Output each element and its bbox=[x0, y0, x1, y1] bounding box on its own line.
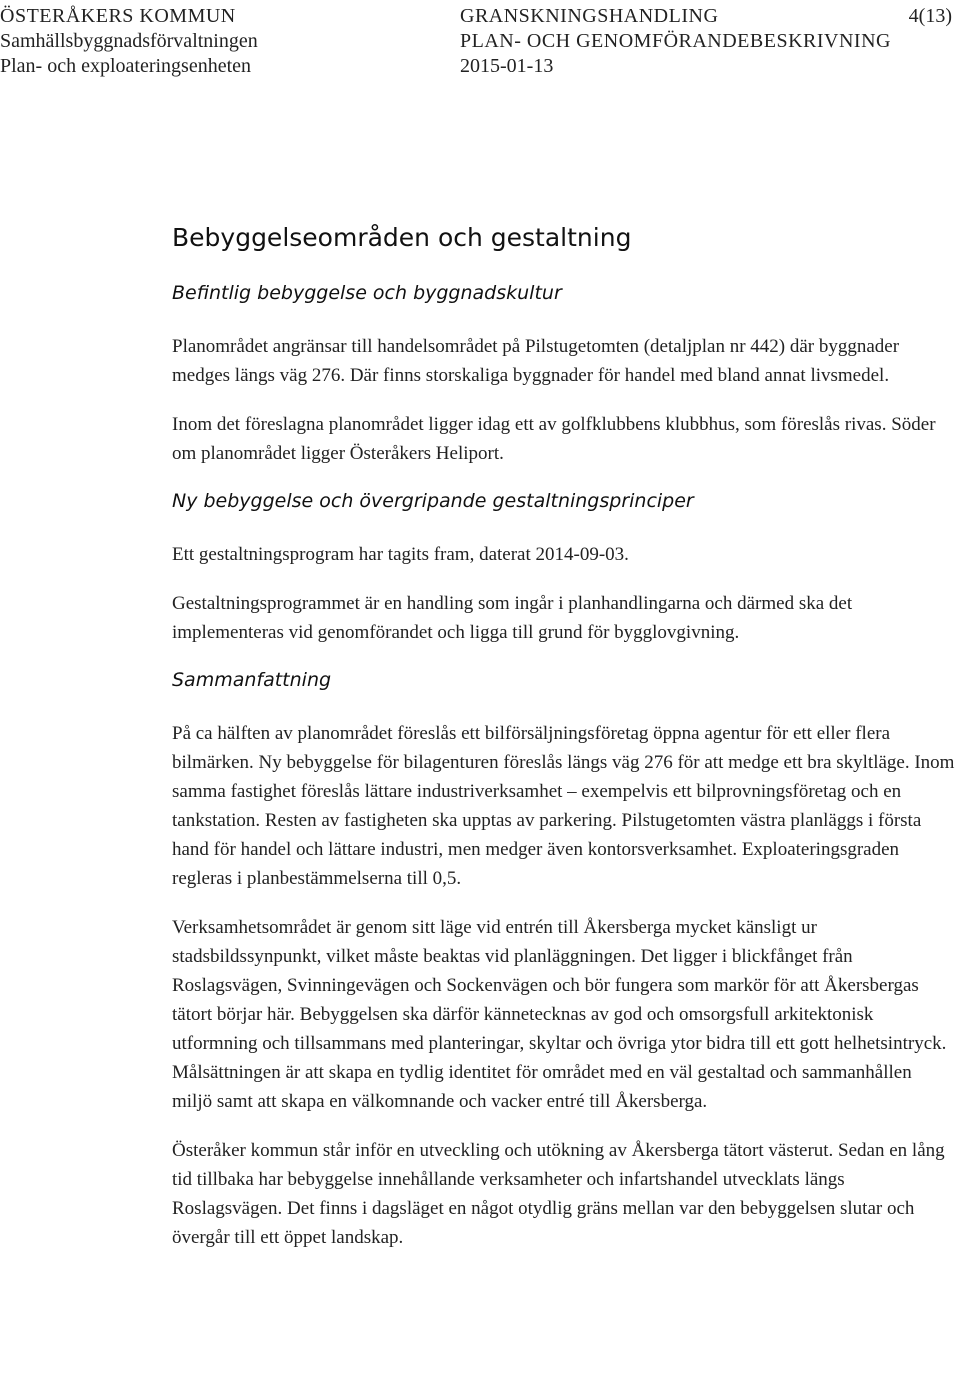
header-municipality: ÖSTERÅKERS KOMMUN bbox=[0, 5, 236, 27]
header-document-type: PLAN- OCH GENOMFÖRANDEBESKRIVNING bbox=[460, 30, 891, 52]
section-heading: Bebyggelseområden och gestaltning bbox=[172, 223, 632, 252]
header-unit: Plan- och exploateringsenheten bbox=[0, 55, 252, 77]
paragraph: Ett gestaltningsprogram har tagits fram, daterat 2014-09-03. bbox=[172, 544, 629, 565]
header-organization bbox=[0, 4, 258, 79]
paragraph: Gestaltningsprogrammet är en handling som ingår i planhandlingarna och därmed ska det implementeras vid genomförandet och ligga till grund för bygglovgivning. bbox=[172, 593, 853, 643]
document-body bbox=[172, 222, 956, 1272]
paragraph: Planområdet angränsar till handelsområdet på Pilstugetomten (detaljplan nr 442) där byggnader medges längs väg 276. Där finns storskaliga byggnader för handel med bland annat livsmedel. bbox=[172, 336, 900, 386]
header-department: Samhällsbyggnadsförvaltningen bbox=[0, 30, 258, 52]
header-document-info bbox=[460, 4, 891, 79]
document-header bbox=[0, 4, 960, 88]
paragraph: Österåker kommun står inför en utveckling och utökning av Åkersberga tätort västerut. Sedan en lång tid tillbaka har bebyggelse innehållande verksamheter och infartshandel utvecklats längs Roslagsvägen. Det finns i dagsläget en något otydlig gräns mellan var den bebyggelsen slutar och övergår till ett öppet landskap. bbox=[172, 1140, 945, 1248]
subheading-summary: Sammanfattning bbox=[172, 669, 332, 691]
paragraph: Inom det föreslagna planområdet ligger idag ett av golfklubbens klubbhus, som föreslås rivas. Söder om planområdet ligger Österåkers Heliport. bbox=[172, 414, 936, 464]
page-number: 4(13) bbox=[908, 5, 952, 27]
paragraph: På ca hälften av planområdet föreslås ett bilförsäljningsföretag öppna agentur för ett eller flera bilmärken. Ny bebyggelse för bilagenturen föreslås längs väg 276 för att medge ett bra skyltläge. Inom samma fastighet föreslås lättare industriverksamhet – exempelvis ett bilprovningsföretag och en tankstation. Resten av fastigheten ska upptas av parkering. Pilstugetomten västra planläggs i första hand för handel och lättare industri, men medger även kontorsverksamhet. Exploateringsgraden regleras i planbestämmelserna till 0,5. bbox=[172, 723, 955, 889]
header-document-status: GRANSKNINGSHANDLING bbox=[460, 5, 719, 27]
subheading-existing-buildings: Befintlig bebyggelse och byggnadskultur bbox=[172, 282, 562, 304]
header-date: 2015-01-13 bbox=[460, 55, 554, 77]
subheading-new-buildings: Ny bebyggelse och övergripande gestaltningsprinciper bbox=[172, 490, 694, 512]
paragraph: Verksamhetsområdet är genom sitt läge vid entrén till Åkersberga mycket känsligt ur stadsbildssynpunkt, vilket måste beaktas vid planläggningen. Det ligger i blickfånget från Roslagsvägen, Svinningevägen och Sockenvägen och bör fungera som markör för att Åkersbergas tätort börjar här. Bebyggelsen ska därför kännetecknas av god och omsorgsfull arkitektonisk utformning och tillsammans med planteringar, skyltar och övriga ytor bidra till ett gott helhetsintryck. Målsättningen är att skapa en tydlig identitet för området med en väl gestaltad och sammanhållen miljö samt att skapa en välkomnande och vacker entré till Åkersberga. bbox=[172, 917, 947, 1112]
